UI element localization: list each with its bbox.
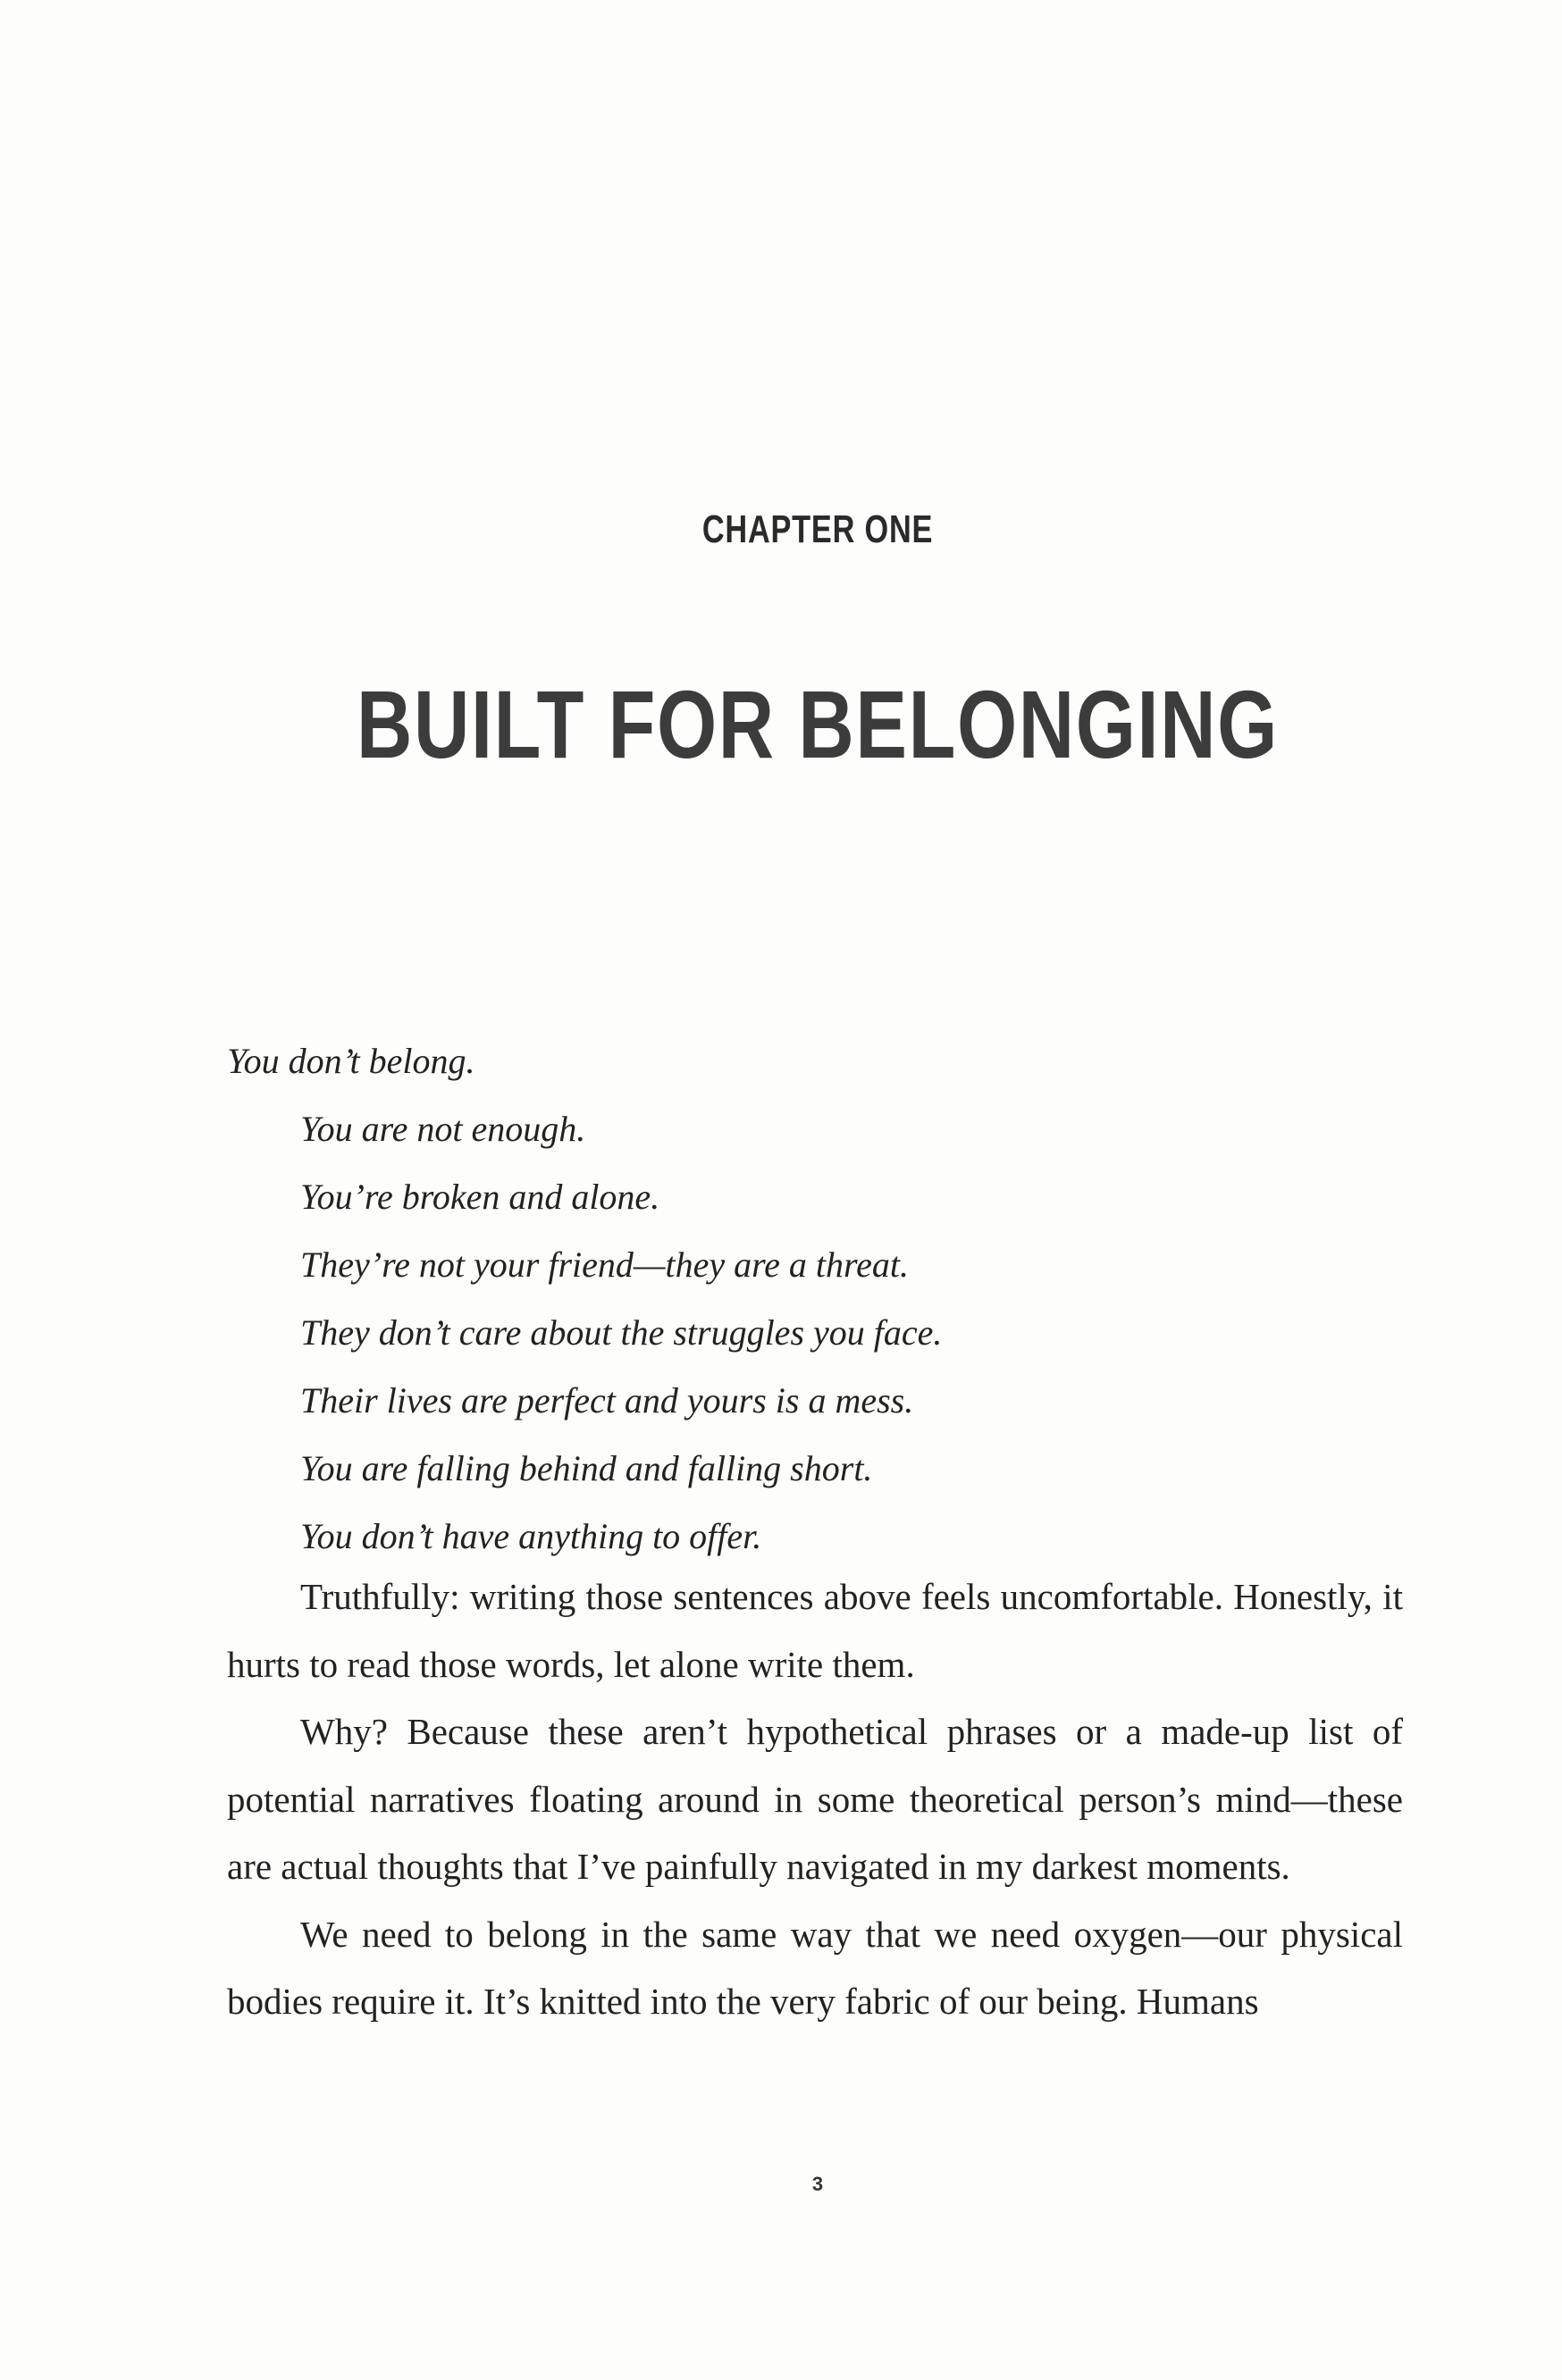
body-paragraph: We need to belong in the same way that we need oxygen—our physical bodies require it. It’s knitted into the very fabric of our being. Humans <box>227 1913 1403 2022</box>
epigraph <box>227 1027 1407 1571</box>
epigraph-line: You are not enough. <box>300 1109 586 1149</box>
epigraph-line: Their lives are perfect and yours is a mess. <box>300 1380 914 1420</box>
epigraph-line: You’re broken and alone. <box>300 1177 660 1217</box>
body-paragraph: Why? Because these aren’t hypothetical phrases or a made-up list of potential narratives floating around in some theoretical person’s mind—these are actual thoughts that I’ve painfully navigated in my darkest moments. <box>227 1711 1403 1887</box>
body-text <box>227 1563 1403 2036</box>
epigraph-line: You are falling behind and falling short. <box>300 1448 873 1488</box>
chapter-label: CHAPTER ONE <box>701 507 934 551</box>
epigraph-line: They don’t care about the struggles you face. <box>300 1312 943 1353</box>
page-number: 3 <box>811 2173 824 2195</box>
chapter-title: BUILT FOR BELONGING <box>357 670 1279 778</box>
epigraph-line: You don’t have anything to offer. <box>300 1516 762 1556</box>
epigraph-line: You don’t belong. <box>227 1041 475 1081</box>
body-paragraph: Truthfully: writing those sentences above feels uncomfortable. Honestly, it hurts to read those words, let alone write them. <box>227 1576 1403 1685</box>
epigraph-line: They’re not your friend—they are a threat. <box>300 1244 909 1285</box>
